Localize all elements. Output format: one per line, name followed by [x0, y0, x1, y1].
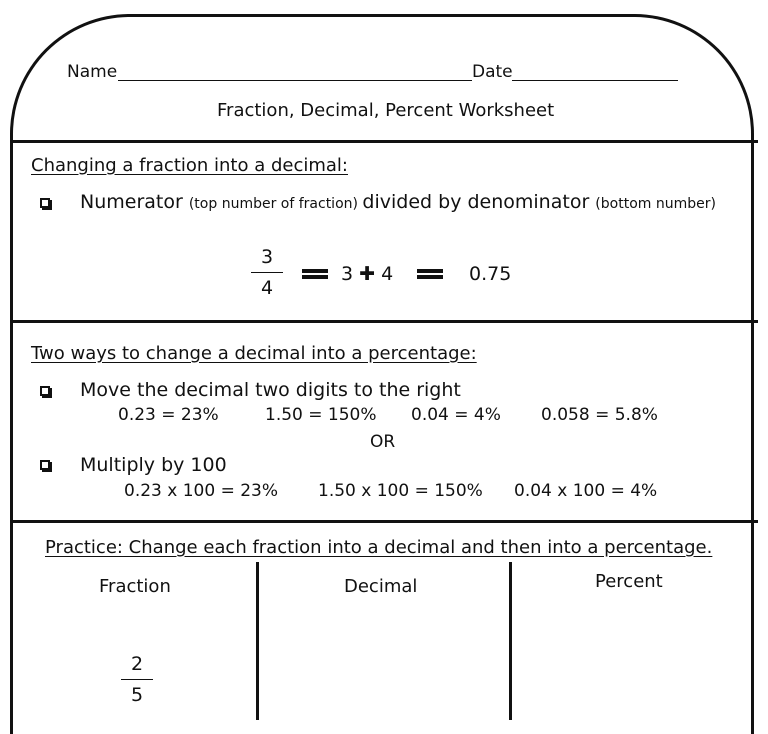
bullet-note: (top number of fraction) [188, 196, 363, 212]
column-divider [256, 562, 259, 720]
example-item: 1.50 = 150% [265, 405, 377, 425]
method2-text: Multiply by 100 [80, 454, 227, 476]
fraction-denominator: 4 [260, 277, 274, 299]
fraction-bar [121, 679, 153, 680]
or-label: OR [370, 432, 396, 452]
name-label: Name [67, 62, 118, 82]
fraction-bar [251, 272, 283, 273]
method1-text: Move the decimal two digits to the right [80, 379, 461, 401]
division-result: 0.75 [469, 263, 512, 285]
fraction-numerator: 2 [130, 653, 144, 675]
percent-answer-cell[interactable] [515, 600, 753, 718]
division-expression: 3 ✚ 4 [341, 263, 394, 285]
equals-icon [302, 269, 328, 279]
checkbox-icon [40, 198, 50, 208]
bullet-text: Numerator [80, 191, 189, 213]
checkbox-icon [40, 386, 50, 396]
worksheet-title: Fraction, Decimal, Percent Worksheet [217, 100, 555, 121]
example-item: 0.04 x 100 = 4% [514, 481, 658, 501]
example-item: 0.058 = 5.8% [541, 405, 658, 425]
section1-heading: Changing a fraction into a decimal: [31, 155, 348, 176]
section2-heading: Two ways to change a decimal into a percentage: [31, 343, 477, 364]
example-item: 0.04 = 4% [411, 405, 501, 425]
name-field-line[interactable] [118, 80, 472, 81]
equals-icon [417, 269, 443, 279]
divider [10, 140, 758, 143]
column-header-percent: Percent [595, 571, 663, 592]
date-field-line[interactable] [512, 80, 678, 81]
practice-heading: Practice: Change each fraction into a decimal and then into a percentage. [45, 537, 713, 558]
example-item: 1.50 x 100 = 150% [318, 481, 483, 501]
bullet-text: divided by denominator [362, 191, 596, 213]
fraction-denominator: 5 [130, 684, 144, 706]
checkbox-icon [40, 460, 50, 470]
divider [10, 520, 758, 523]
column-divider [509, 562, 512, 720]
decimal-answer-cell[interactable] [262, 600, 506, 718]
fraction-numerator: 3 [260, 246, 274, 268]
example-item: 0.23 = 23% [118, 405, 219, 425]
example-item: 0.23 x 100 = 23% [124, 481, 279, 501]
example-fraction [247, 246, 287, 299]
bullet-note: (bottom number) [595, 196, 716, 212]
practice-fraction [117, 653, 157, 706]
date-label: Date [472, 62, 513, 82]
column-header-decimal: Decimal [344, 576, 418, 597]
section1-bullet [80, 191, 716, 213]
divider [10, 320, 758, 323]
column-header-fraction: Fraction [99, 576, 171, 597]
